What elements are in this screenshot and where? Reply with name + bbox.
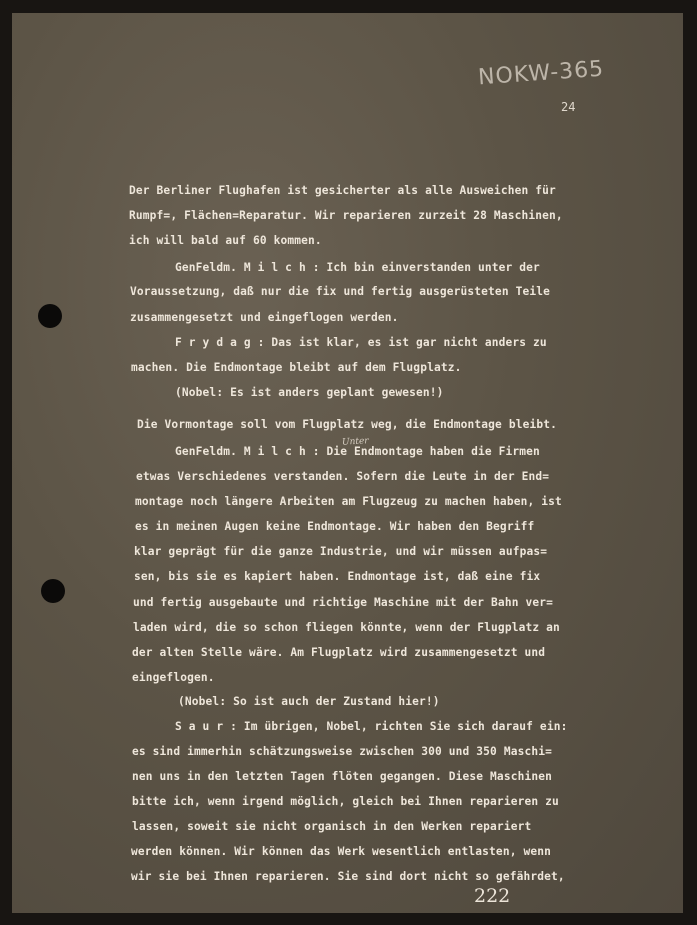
footer-page-number: 222 [474,885,511,907]
text-line: F r y d a g : Das ist klar, es ist gar nicht anders zu [175,336,547,349]
handwritten-annotation: Unter [341,436,369,448]
text-line: laden wird, die so schon fliegen könnte, wenn der Flugplatz an [133,621,560,634]
text-line: werden können. Wir können das Werk wesentlich entlasten, wenn [131,845,552,858]
archive-stamp: NOKW-365 [477,56,605,91]
text-line: GenFeldm. M i l c h : Ich bin einverstanden unter der [175,261,540,274]
text-line: es in meinen Augen keine Endmontage. Wir haben den Begriff [135,520,535,533]
text-line: zusammengesetzt und eingeflogen werden. [130,311,399,324]
text-line: Voraussetzung, daß nur die fix und fertig ausgerüsteten Teile [130,285,551,298]
punch-hole-bottom [41,579,65,603]
text-line: Der Berliner Flughafen ist gesicherter als alle Ausweichen für [129,184,556,197]
text-line: es sind immerhin schätzungsweise zwischen 300 und 350 Maschi= [132,745,553,758]
text-line: lassen, soweit sie nicht organisch in den Werken repariert [132,820,532,833]
text-line: (Nobel: Es ist anders geplant gewesen!) [175,386,444,399]
text-line: und fertig ausgebaute und richtige Maschine mit der Bahn ver= [133,596,554,609]
text-line: der alten Stelle wäre. Am Flugplatz wird zusammengesetzt und [132,646,546,659]
text-line: Rumpf=, Flächen=Reparatur. Wir reparieren zurzeit 28 Maschinen, [129,209,563,222]
text-line: eingeflogen. [132,671,215,684]
text-line: GenFeldm. M i l c h : Die Endmontage haben die Firmen [175,445,540,458]
text-line: S a u r : Im übrigen, Nobel, richten Sie sich darauf ein: [175,720,568,733]
text-line: Die Vormontage soll vom Flugplatz weg, die Endmontage bleibt. [137,418,558,431]
document-page [12,13,683,913]
text-line: ich will bald auf 60 kommen. [129,234,322,247]
punch-hole-top [38,304,62,328]
text-line: nen uns in den letzten Tagen flöten gegangen. Diese Maschinen [132,770,553,783]
text-line: machen. Die Endmontage bleibt auf dem Flugplatz. [131,361,462,374]
text-line: (Nobel: So ist auch der Zustand hier!) [178,695,440,708]
text-line: sen, bis sie es kapiert haben. Endmontage ist, daß eine fix [134,570,541,583]
text-line: etwas Verschiedenes verstanden. Sofern die Leute in der End= [136,470,550,483]
text-line: montage noch längere Arbeiten am Flugzeug zu machen haben, ist [135,495,562,508]
page-number: 24 [561,100,576,114]
text-line: klar geprägt für die ganze Industrie, und wir müssen aufpas= [134,545,548,558]
text-line: wir sie bei Ihnen reparieren. Sie sind dort nicht so gefährdet, [131,870,565,883]
text-line: bitte ich, wenn irgend möglich, gleich bei Ihnen reparieren zu [132,795,559,808]
